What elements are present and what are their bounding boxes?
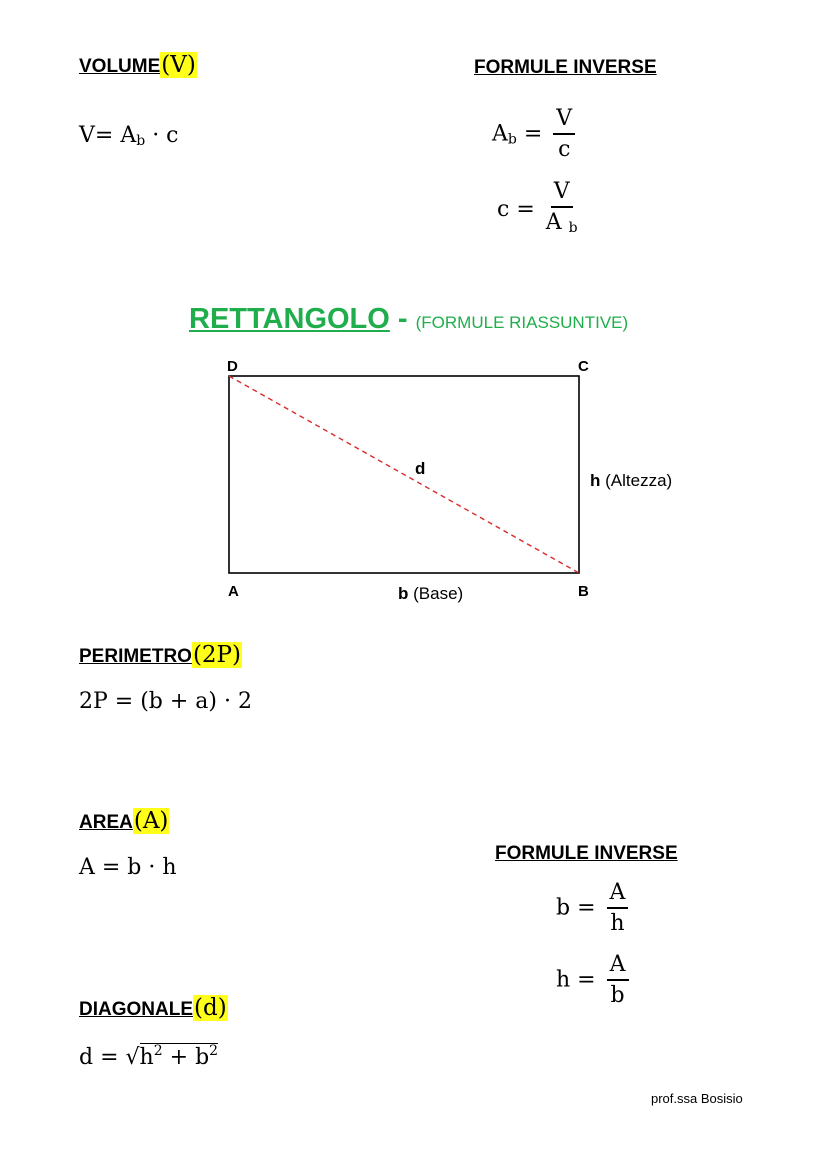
volume-formula-lhs: V=: [79, 123, 114, 148]
height-letter: h: [590, 471, 601, 490]
inv1-numerator: V: [553, 106, 575, 135]
area-inv2-lhs: h =: [556, 967, 596, 993]
inv2-lhs: c =: [497, 197, 535, 222]
diagonal-symbol-highlight: (d): [194, 995, 227, 1021]
area-inverse-formula-1: [556, 880, 628, 937]
area-inv2-numerator: A: [607, 952, 629, 981]
diagonal-label: d: [415, 459, 426, 478]
radicand-h: h: [139, 1045, 154, 1070]
volume-heading-text: VOLUME: [79, 56, 161, 77]
area-symbol-highlight: (A): [133, 808, 169, 834]
vertex-a-label: A: [228, 583, 239, 600]
diagonal-formula-lhs: d =: [79, 1045, 126, 1070]
radicand-b: b: [195, 1045, 210, 1070]
diagonal-formula: [79, 1043, 218, 1070]
inv2-den-sub: b: [568, 220, 578, 236]
inv2-den-base: A: [545, 210, 562, 235]
inv1-eq: =: [523, 121, 543, 147]
volume-symbol-highlight: (V): [161, 52, 196, 78]
volume-formula-rest: · c: [152, 123, 179, 148]
perimeter-formula: 2P = (b + a) · 2: [79, 689, 252, 714]
perimeter-heading-text: PERIMETRO: [79, 646, 192, 667]
page-title-subtitle: (FORMULE RIASSUNTIVE): [415, 313, 629, 332]
footer-author: prof.ssa Bosisio: [651, 1091, 743, 1106]
inv1-lhs: A: [492, 121, 508, 147]
sqrt-radicand: [140, 1043, 219, 1070]
vertex-d-label: D: [227, 358, 238, 375]
radicand-b-exp: 2: [209, 1043, 219, 1059]
sqrt-icon: √: [125, 1045, 140, 1070]
volume-formula-base: A: [120, 123, 137, 148]
area-inv1-lhs: b =: [556, 895, 596, 921]
area-inverse-formula-2: [556, 952, 629, 1009]
page-title-main: RETTANGOLO: [189, 303, 390, 335]
area-inv1-denominator: h: [610, 911, 625, 936]
base-label: [398, 584, 463, 604]
perimeter-heading: [79, 642, 242, 668]
vertex-c-label: C: [578, 358, 589, 375]
diagonal-line: [229, 376, 579, 573]
vertex-b-label: B: [578, 583, 589, 600]
area-heading-text: AREA: [79, 812, 133, 833]
diagonal-heading: [79, 995, 228, 1021]
inv2-numerator: V: [551, 179, 573, 208]
base-letter: b: [398, 584, 409, 603]
base-text: (Base): [408, 584, 464, 603]
height-label: [590, 471, 672, 491]
volume-inverse-heading: FORMULE INVERSE: [474, 57, 657, 78]
radicand-plus: +: [162, 1045, 196, 1070]
perimeter-symbol-highlight: (2P): [192, 642, 242, 668]
area-inv2-fraction: [607, 952, 629, 1009]
inv1-denominator: c: [558, 137, 571, 162]
area-inverse-heading: FORMULE INVERSE: [495, 843, 678, 864]
area-inv1-numerator: A: [607, 880, 629, 909]
page-title-dash: -: [397, 303, 408, 335]
area-heading: [79, 808, 169, 834]
height-text: (Altezza): [600, 471, 673, 490]
radicand-h-exp: 2: [153, 1043, 163, 1059]
area-formula: A = b · h: [79, 855, 177, 880]
diagonal-heading-text: DIAGONALE: [79, 999, 193, 1020]
inv1-sub: b: [507, 131, 517, 148]
area-inv1-fraction: [607, 880, 629, 937]
volume-formula-sub: b: [136, 133, 146, 149]
area-inv2-denominator: b: [610, 983, 625, 1008]
